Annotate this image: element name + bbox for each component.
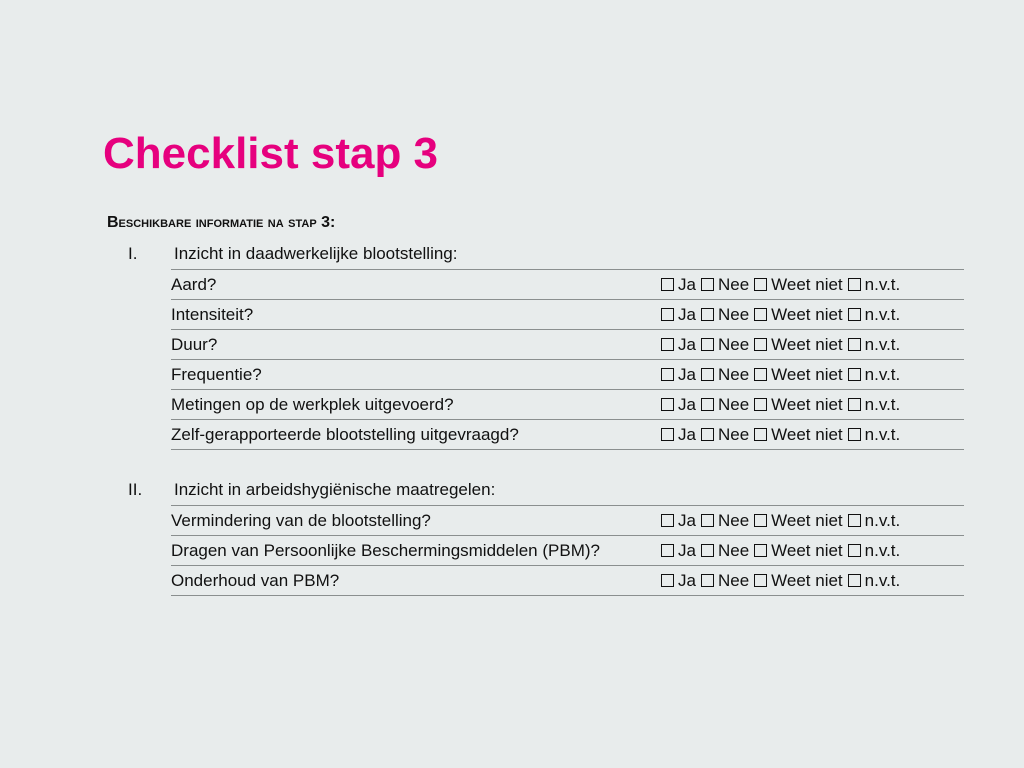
checkbox-icon[interactable] [848, 338, 861, 351]
checkbox-icon[interactable] [754, 278, 767, 291]
option-label: Ja [678, 304, 696, 324]
checkbox-icon[interactable] [701, 398, 714, 411]
table-row [171, 360, 964, 390]
checkbox-icon[interactable] [754, 398, 767, 411]
option-label: Weet niet [771, 540, 843, 560]
checkbox-icon[interactable] [701, 308, 714, 321]
option-label: Nee [717, 304, 750, 324]
table-row [171, 536, 964, 566]
question-text: Duur? [171, 330, 661, 360]
option-nee[interactable] [701, 305, 749, 324]
section-numeral: II. [128, 480, 143, 499]
option-nee[interactable] [701, 571, 749, 590]
option-ja[interactable] [661, 395, 696, 414]
section-numeral: I. [128, 244, 138, 263]
section-label: Inzicht in arbeidshygiënische maatregelen: [174, 480, 496, 499]
table-row [171, 420, 964, 450]
checkbox-icon[interactable] [701, 368, 714, 381]
section-exposure [0, 239, 1024, 450]
option-weet-niet[interactable] [754, 425, 843, 444]
option-label: Nee [717, 540, 750, 560]
checkbox-icon[interactable] [661, 428, 674, 441]
answer-options [661, 330, 964, 360]
option-nee[interactable] [701, 335, 749, 354]
checkbox-icon[interactable] [701, 574, 714, 587]
checkbox-icon[interactable] [754, 428, 767, 441]
option-label: n.v.t. [864, 424, 901, 444]
option-label: Ja [678, 570, 696, 590]
option-label: n.v.t. [864, 334, 901, 354]
option-ja[interactable] [661, 571, 696, 590]
checkbox-icon[interactable] [754, 574, 767, 587]
table-row [171, 390, 964, 420]
answer-options [661, 390, 964, 420]
checkbox-icon[interactable] [661, 308, 674, 321]
option-n-v-t[interactable] [848, 541, 901, 560]
checkbox-icon[interactable] [754, 514, 767, 527]
question-text: Dragen van Persoonlijke Beschermingsmiddelen (PBM)? [171, 536, 661, 566]
option-label: n.v.t. [864, 304, 901, 324]
option-label: Ja [678, 274, 696, 294]
option-ja[interactable] [661, 335, 696, 354]
option-weet-niet[interactable] [754, 541, 843, 560]
section-heading: Beschikbare informatie na stap 3: [107, 214, 336, 231]
option-label: Weet niet [771, 510, 843, 530]
checkbox-icon[interactable] [848, 398, 861, 411]
table-row [171, 270, 964, 300]
option-nee[interactable] [701, 541, 749, 560]
question-text: Zelf-gerapporteerde blootstelling uitgevraagd? [171, 420, 661, 450]
option-weet-niet[interactable] [754, 275, 843, 294]
option-label: Weet niet [771, 274, 843, 294]
checkbox-icon[interactable] [661, 368, 674, 381]
answer-options [661, 506, 964, 536]
option-label: n.v.t. [864, 540, 901, 560]
option-label: Ja [678, 334, 696, 354]
slide-title: Checklist stap 3 [103, 129, 439, 178]
option-n-v-t[interactable] [848, 365, 901, 384]
checkbox-icon[interactable] [754, 544, 767, 557]
option-weet-niet[interactable] [754, 395, 843, 414]
option-n-v-t[interactable] [848, 571, 901, 590]
option-nee[interactable] [701, 511, 749, 530]
option-nee[interactable] [701, 395, 749, 414]
option-nee[interactable] [701, 425, 749, 444]
checkbox-icon[interactable] [661, 544, 674, 557]
question-text: Metingen op de werkplek uitgevoerd? [171, 390, 661, 420]
option-label: n.v.t. [864, 364, 901, 384]
checkbox-icon[interactable] [701, 544, 714, 557]
checkbox-icon[interactable] [754, 368, 767, 381]
checkbox-icon[interactable] [701, 428, 714, 441]
option-label: Nee [717, 510, 750, 530]
option-label: Nee [717, 334, 750, 354]
question-table [171, 269, 964, 450]
option-weet-niet[interactable] [754, 365, 843, 384]
question-text: Frequentie? [171, 360, 661, 390]
option-label: Ja [678, 424, 696, 444]
answer-options [661, 566, 964, 596]
option-nee[interactable] [701, 365, 749, 384]
answer-options [661, 270, 964, 300]
option-label: Ja [678, 394, 696, 414]
option-weet-niet[interactable] [754, 305, 843, 324]
checkbox-icon[interactable] [754, 308, 767, 321]
answer-options [661, 536, 964, 566]
checkbox-icon[interactable] [848, 428, 861, 441]
checkbox-icon[interactable] [661, 574, 674, 587]
section-header [0, 239, 1024, 269]
option-label: Weet niet [771, 394, 843, 414]
option-n-v-t[interactable] [848, 425, 901, 444]
option-ja[interactable] [661, 275, 696, 294]
question-table [171, 505, 964, 596]
checkbox-icon[interactable] [701, 278, 714, 291]
section-header [0, 475, 1024, 505]
table-row [171, 330, 964, 360]
table-row [171, 506, 964, 536]
question-text: Onderhoud van PBM? [171, 566, 661, 596]
option-label: Nee [717, 394, 750, 414]
option-label: Weet niet [771, 364, 843, 384]
checkbox-icon[interactable] [661, 398, 674, 411]
table-row [171, 566, 964, 596]
option-label: Weet niet [771, 304, 843, 324]
section-measures [0, 475, 1024, 596]
option-ja[interactable] [661, 425, 696, 444]
checkbox-icon[interactable] [754, 338, 767, 351]
answer-options [661, 300, 964, 330]
option-label: n.v.t. [864, 570, 901, 590]
checkbox-icon[interactable] [701, 338, 714, 351]
option-weet-niet[interactable] [754, 511, 843, 530]
option-label: Nee [717, 274, 750, 294]
answer-options [661, 360, 964, 390]
option-ja[interactable] [661, 305, 696, 324]
option-label: n.v.t. [864, 274, 901, 294]
option-label: Ja [678, 510, 696, 530]
option-weet-niet[interactable] [754, 571, 843, 590]
option-nee[interactable] [701, 275, 749, 294]
checkbox-icon[interactable] [848, 574, 861, 587]
table-row [171, 300, 964, 330]
checkbox-icon[interactable] [661, 514, 674, 527]
checkbox-icon[interactable] [848, 514, 861, 527]
option-label: Weet niet [771, 334, 843, 354]
option-label: n.v.t. [864, 510, 901, 530]
option-ja[interactable] [661, 511, 696, 530]
option-label: Ja [678, 540, 696, 560]
option-n-v-t[interactable] [848, 395, 901, 414]
checkbox-icon[interactable] [848, 544, 861, 557]
checkbox-icon[interactable] [701, 514, 714, 527]
option-weet-niet[interactable] [754, 335, 843, 354]
section-label: Inzicht in daadwerkelijke blootstelling: [174, 244, 458, 263]
option-label: Weet niet [771, 424, 843, 444]
question-text: Aard? [171, 270, 661, 300]
option-label: Nee [717, 570, 750, 590]
option-label: Weet niet [771, 570, 843, 590]
option-label: Ja [678, 364, 696, 384]
checkbox-icon[interactable] [848, 368, 861, 381]
checkbox-icon[interactable] [661, 278, 674, 291]
option-label: Nee [717, 424, 750, 444]
option-label: n.v.t. [864, 394, 901, 414]
question-text: Intensiteit? [171, 300, 661, 330]
question-text: Vermindering van de blootstelling? [171, 506, 661, 536]
checkbox-icon[interactable] [848, 308, 861, 321]
option-n-v-t[interactable] [848, 511, 901, 530]
option-label: Nee [717, 364, 750, 384]
option-n-v-t[interactable] [848, 305, 901, 324]
checkbox-icon[interactable] [661, 338, 674, 351]
option-n-v-t[interactable] [848, 275, 901, 294]
option-n-v-t[interactable] [848, 335, 901, 354]
answer-options [661, 420, 964, 450]
checkbox-icon[interactable] [848, 278, 861, 291]
option-ja[interactable] [661, 541, 696, 560]
option-ja[interactable] [661, 365, 696, 384]
